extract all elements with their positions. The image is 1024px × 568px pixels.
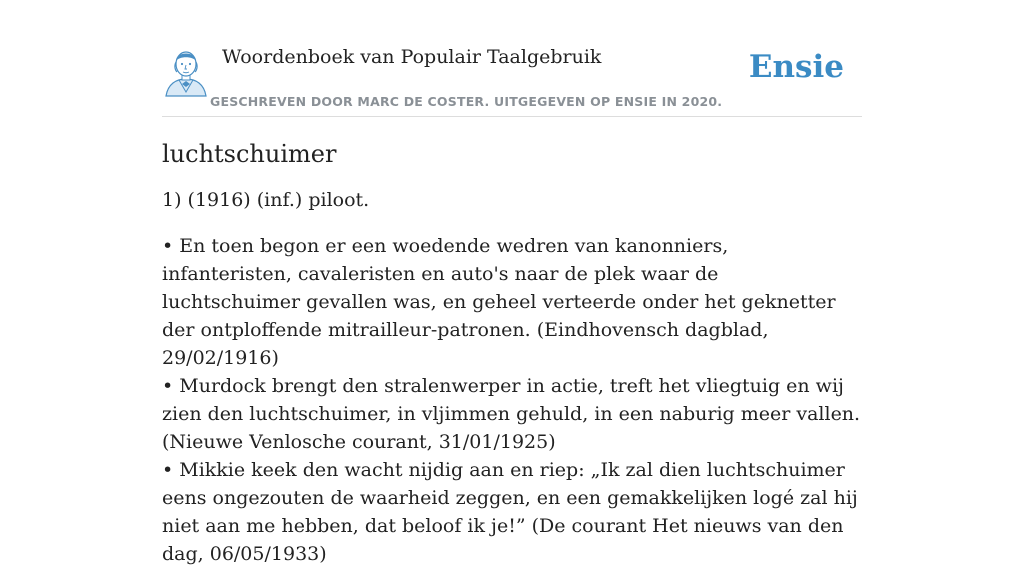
entry-headword: luchtschuimer <box>162 140 337 168</box>
book-title[interactable]: Woordenboek van Populair Taalgebruik <box>222 46 602 68</box>
citation-item: • Mikkie keek den wacht nijdig aan en riep: „Ik zal dien luchtschuimer eens ongezouten de waarheid zeggen, en een gemakkelijken logé zal hij niet aan me hebben, dat beloof ik je!” (De courant Het nieuws van den dag, 06/05/1933) <box>162 459 858 565</box>
ensie-logo-link[interactable]: Ensie <box>748 49 844 85</box>
entry-content <box>162 136 862 568</box>
citation-item: • En toen begon er een woedende wedren van kanonniers, infanteristen, cavaleristen en auto's naar de plek waar de luchtschuimer gevallen was, en geheel verteerde onder het geknetter der ontploffende mitrailleur-patronen. (Eindhovensch dagblad, 29/02/1916) <box>162 235 836 369</box>
book-header <box>162 40 862 117</box>
entry-definition: 1) (1916) (inf.) piloot. <box>162 189 370 211</box>
author-credit: GESCHREVEN DOOR MARC DE COSTER. UITGEGEVEN OP ENSIE IN 2020. <box>210 94 723 109</box>
author-portrait-icon <box>164 46 208 96</box>
citation-item: • Murdock brengt den stralenwerper in actie, treft het vliegtuig en wij zien den luchtschuimer, in vljimmen gehuld, in een naburig meer vallen. (Nieuwe Venlosche courant, 31/01/1925) <box>162 375 861 453</box>
citation-list <box>162 232 862 568</box>
